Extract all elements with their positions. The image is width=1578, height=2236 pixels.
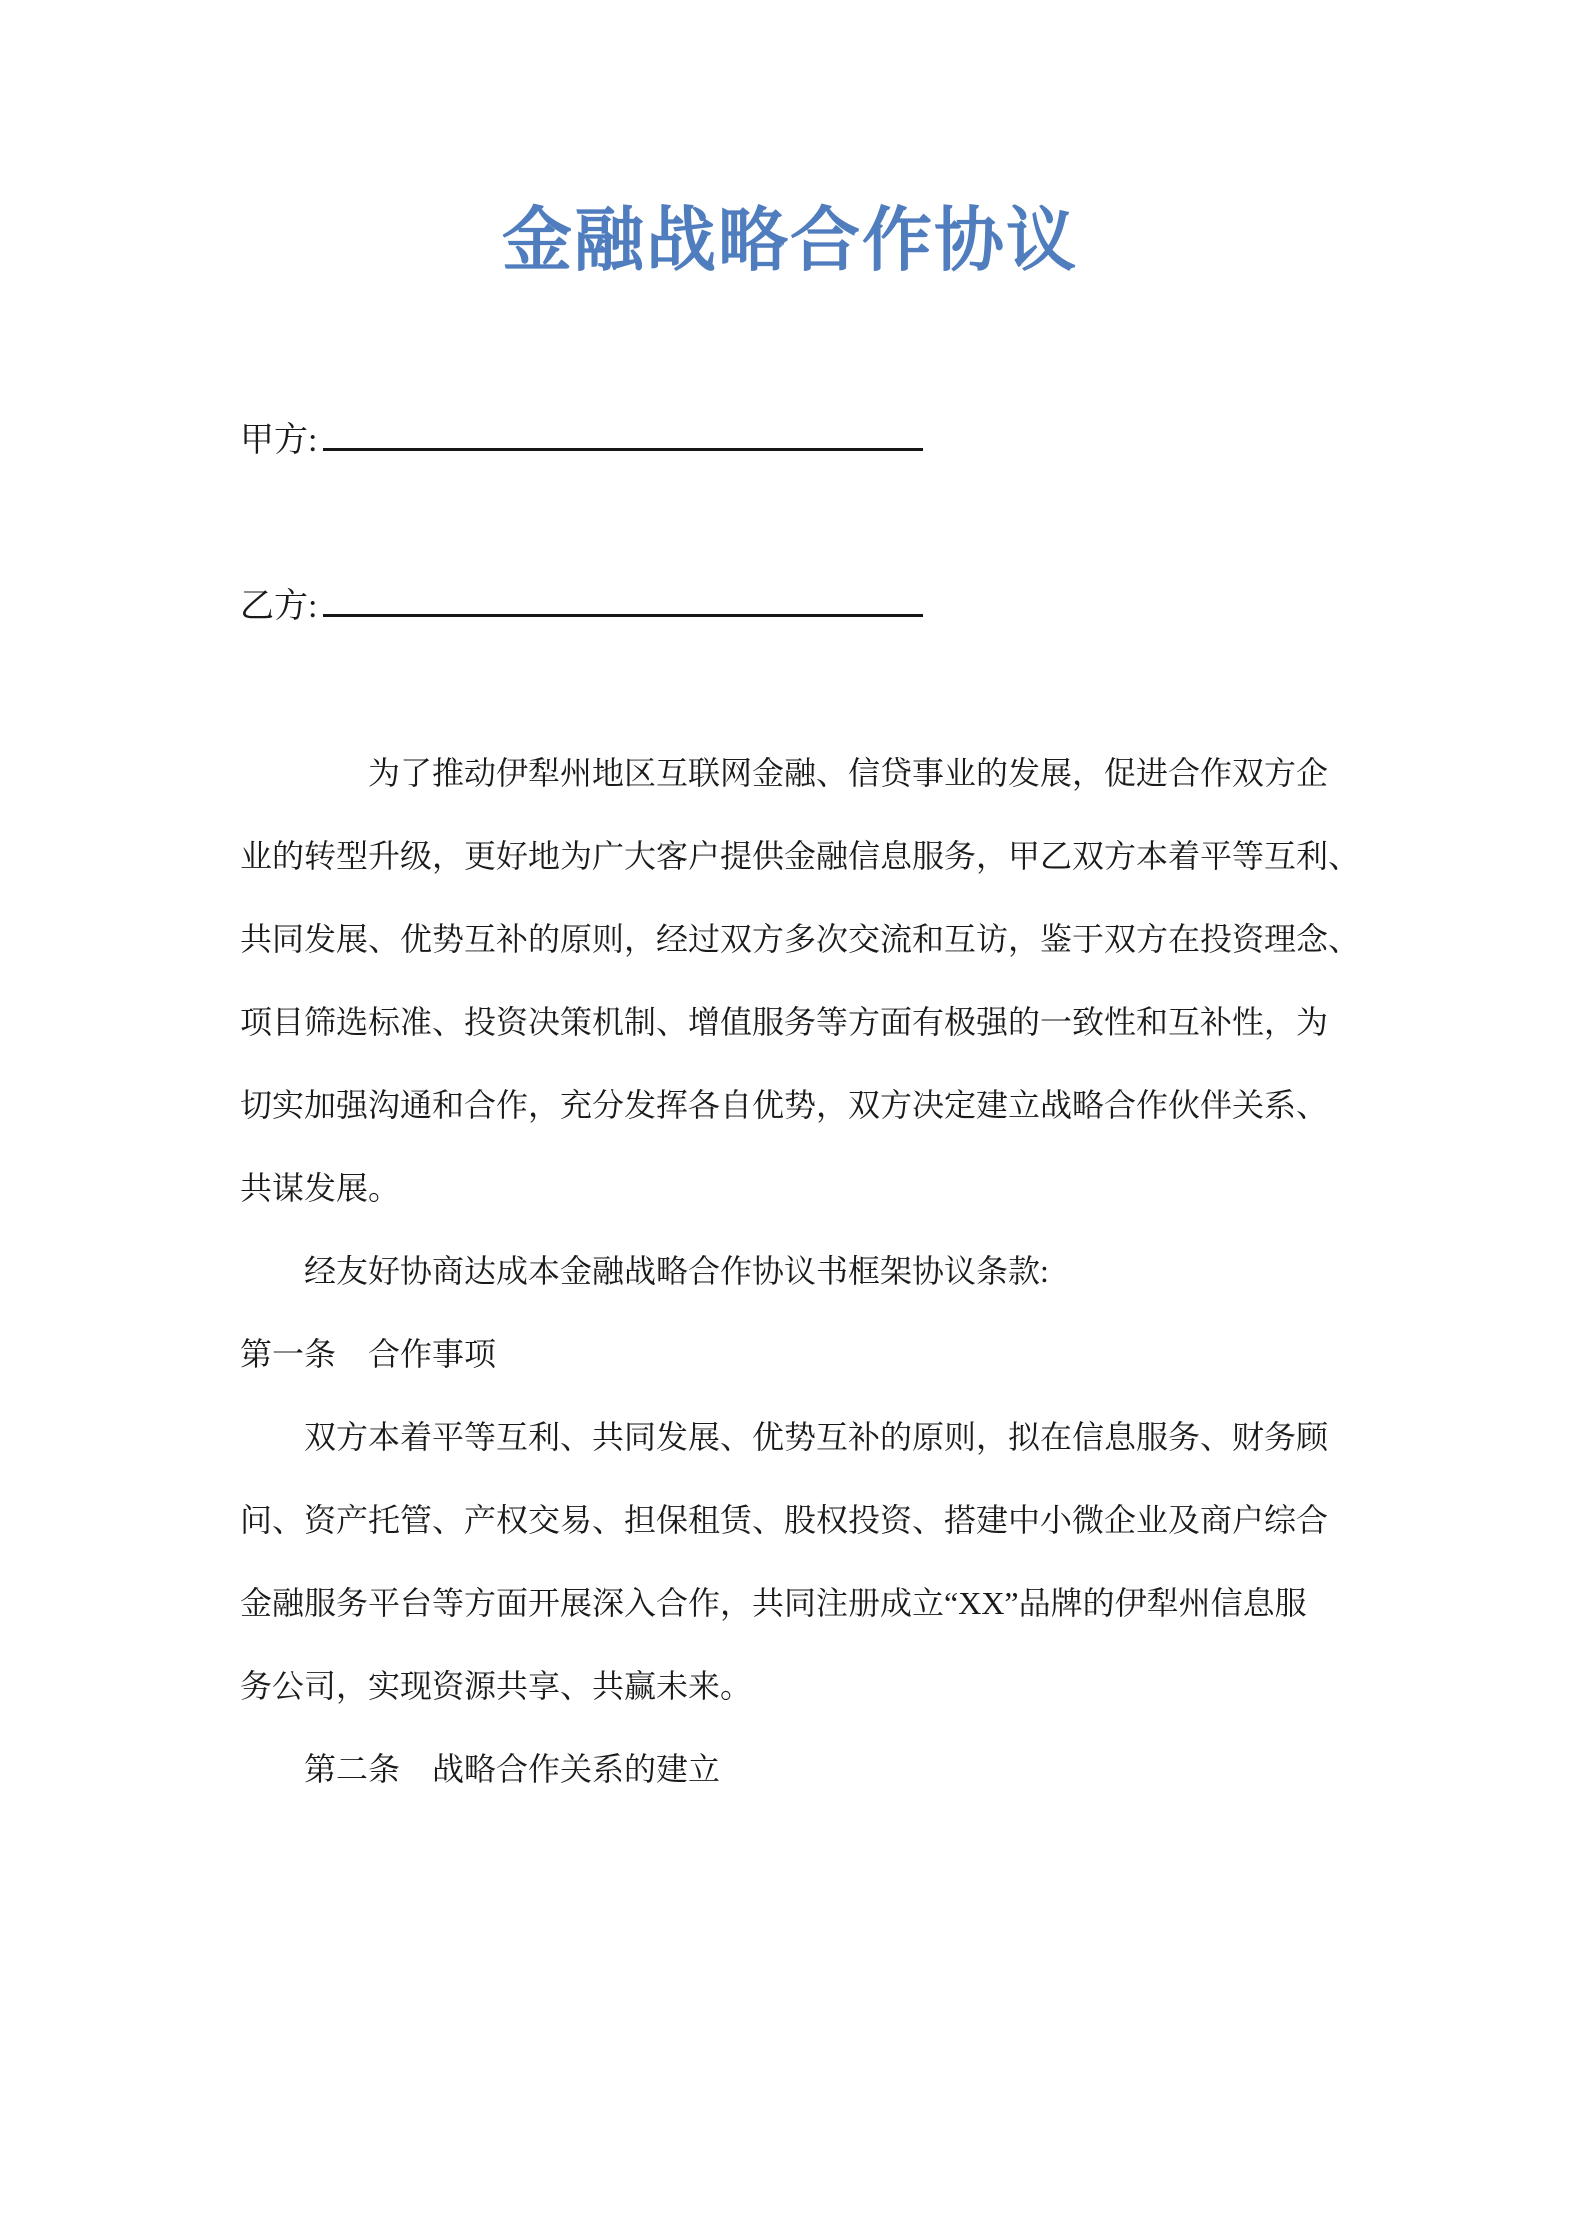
article-1-line-1: 双方本着平等互利、共同发展、优势互补的原则，拟在信息服务、财务顾 <box>304 1419 1329 1455</box>
document-body <box>240 732 1361 1811</box>
preamble-line-5: 切实加强沟通和合作，充分发挥各自优势，双方决定建立战略合作伙伴关系、 <box>240 1087 1329 1123</box>
party-b-fill-in-blank[interactable] <box>323 576 923 617</box>
article-1-line-4: 务公司，实现资源共享、共赢未来。 <box>240 1668 753 1704</box>
preamble-line-2: 业的转型升级，更好地为广大客户提供金融信息服务，甲乙双方本着平等互利、 <box>240 838 1361 874</box>
party-b-label: 乙方: <box>240 588 318 625</box>
preamble-line-3: 共同发展、优势互补的原则，经过双方多次交流和互访，鉴于双方在投资理念、 <box>240 921 1361 957</box>
document-content <box>240 0 1361 1811</box>
document-title: 金融战略合作协议 <box>502 203 1078 280</box>
party-a-label: 甲方: <box>240 422 318 459</box>
preamble-line-4: 项目筛选标准、投资决策机制、增值服务等方面有极强的一致性和互补性，为 <box>240 1004 1329 1040</box>
article-1-line-3: 金融服务平台等方面开展深入合作，共同注册成立“XX”品牌的伊犁州信息服 <box>240 1585 1307 1621</box>
article-2-heading: 第二条 战略合作关系的建立 <box>304 1751 721 1787</box>
preamble-line-1: 为了推动伊犁州地区互联网金融、信贷事业的发展，促进合作双方企 <box>368 755 1329 791</box>
article-1-heading: 第一条 合作事项 <box>240 1336 497 1372</box>
party-a-fill-in-blank[interactable] <box>323 410 923 451</box>
preamble-line-6: 共谋发展。 <box>240 1170 401 1206</box>
party-a-line <box>240 399 1340 482</box>
article-1-line-2: 问、资产托管、产权交易、担保租赁、股权投资、搭建中小微企业及商户综合 <box>240 1502 1329 1538</box>
clause-intro-line: 经友好协商达成本金融战略合作协议书框架协议条款: <box>304 1253 1049 1289</box>
party-b-line <box>240 565 1340 648</box>
